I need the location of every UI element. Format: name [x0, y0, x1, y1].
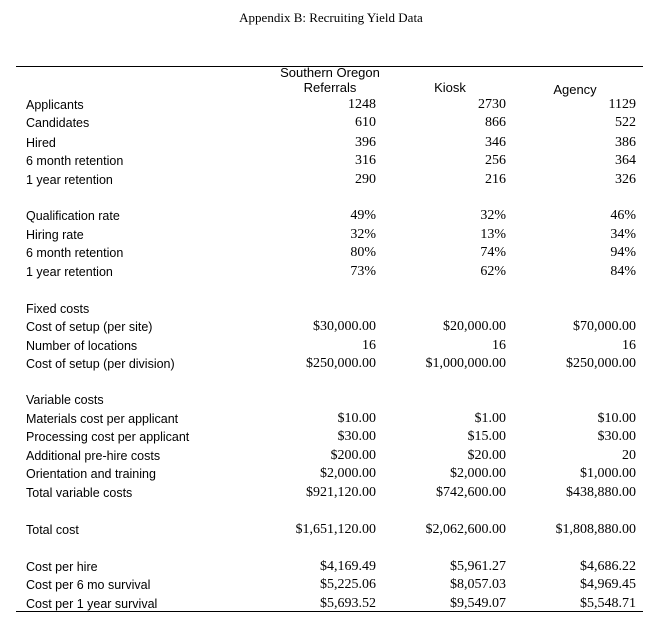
value-agency: 84% [610, 264, 636, 279]
value-kiosk: 62% [480, 264, 506, 279]
value-southern-oregon: 610 [355, 115, 376, 130]
value-kiosk: $1,000,000.00 [425, 356, 506, 371]
value-southern-oregon: $10.00 [337, 411, 376, 426]
column-header-line: Referrals [303, 80, 357, 95]
column-header-southern-oregon-referrals [270, 65, 390, 95]
row-label: Cost of setup (per site) [26, 320, 153, 334]
value-kiosk: 346 [485, 135, 506, 150]
value-southern-oregon: $250,000.00 [306, 356, 376, 371]
value-kiosk: 2730 [478, 97, 506, 112]
value-southern-oregon: $5,693.52 [320, 596, 376, 611]
value-kiosk: 256 [485, 153, 506, 168]
table-row [0, 337, 662, 355]
value-kiosk: 16 [492, 338, 506, 353]
value-agency: $4,969.45 [580, 577, 636, 592]
table-row [0, 134, 662, 152]
value-southern-oregon: 80% [350, 245, 376, 260]
row-label: 1 year retention [26, 265, 113, 279]
row-label: Hiring rate [26, 228, 84, 242]
table-row [0, 244, 662, 262]
value-agency: $30.00 [597, 429, 636, 444]
value-southern-oregon: 396 [355, 135, 376, 150]
row-label: Applicants [26, 98, 84, 112]
value-agency: 16 [622, 338, 636, 353]
row-label: Fixed costs [26, 302, 90, 316]
row-label: Cost of setup (per division) [26, 357, 175, 371]
value-agency: 94% [610, 245, 636, 260]
value-agency: 1129 [608, 97, 636, 112]
table-row [0, 152, 662, 170]
row-label: Total variable costs [26, 486, 133, 500]
value-agency: 522 [615, 115, 636, 130]
row-label: Number of locations [26, 339, 138, 353]
table-row [0, 484, 662, 502]
value-kiosk: $5,961.27 [450, 559, 506, 574]
table-row [0, 465, 662, 483]
row-label: Qualification rate [26, 209, 120, 223]
value-kiosk: 32% [480, 208, 506, 223]
row-label: Cost per 6 mo survival [26, 578, 151, 592]
value-southern-oregon: $200.00 [330, 448, 376, 463]
value-kiosk: 216 [485, 172, 506, 187]
value-agency: 364 [615, 153, 636, 168]
table-row [0, 300, 662, 318]
value-agency: $10.00 [597, 411, 636, 426]
value-kiosk: $8,057.03 [450, 577, 506, 592]
value-southern-oregon: $4,169.49 [320, 559, 376, 574]
value-kiosk: $2,000.00 [450, 466, 506, 481]
table-row [0, 558, 662, 576]
table-row [0, 207, 662, 225]
value-southern-oregon: $2,000.00 [320, 466, 376, 481]
value-kiosk: $742,600.00 [436, 485, 506, 500]
row-label: Processing cost per applicant [26, 430, 190, 444]
value-southern-oregon: 1248 [348, 97, 376, 112]
row-label: Candidates [26, 116, 90, 130]
value-kiosk: 74% [480, 245, 506, 260]
table-row [0, 447, 662, 465]
table-row [0, 410, 662, 428]
value-agency: 46% [610, 208, 636, 223]
row-label: Materials cost per applicant [26, 412, 179, 426]
value-agency: $438,880.00 [566, 485, 636, 500]
row-label: Orientation and training [26, 467, 156, 481]
value-agency: $250,000.00 [566, 356, 636, 371]
value-southern-oregon: 16 [362, 338, 376, 353]
value-kiosk: $20.00 [467, 448, 506, 463]
value-agency: $70,000.00 [573, 319, 636, 334]
table-row [0, 576, 662, 594]
value-kiosk: $9,549.07 [450, 596, 506, 611]
row-label: Cost per hire [26, 560, 98, 574]
page-title: Appendix B: Recruiting Yield Data [239, 10, 423, 25]
value-southern-oregon: 290 [355, 172, 376, 187]
value-agency: 34% [610, 227, 636, 242]
table-row [0, 263, 662, 281]
table-row [0, 428, 662, 446]
row-label: Total cost [26, 523, 79, 537]
value-southern-oregon: $30,000.00 [313, 319, 376, 334]
row-label: Variable costs [26, 393, 104, 407]
value-kiosk: $20,000.00 [443, 319, 506, 334]
value-agency: $5,548.71 [580, 596, 636, 611]
row-label: 1 year retention [26, 173, 113, 187]
table-row [0, 171, 662, 189]
table-row [0, 521, 662, 539]
value-southern-oregon: $1,651,120.00 [295, 522, 376, 537]
value-kiosk: $15.00 [467, 429, 506, 444]
row-label: Hired [26, 136, 56, 150]
value-agency: $4,686.22 [580, 559, 636, 574]
column-header-kiosk: Kiosk [434, 80, 466, 95]
value-agency: $1,000.00 [580, 466, 636, 481]
column-header-agency: Agency [553, 82, 597, 97]
table-row [0, 355, 662, 373]
table-row [0, 318, 662, 336]
value-kiosk: 866 [485, 115, 506, 130]
value-agency: 386 [615, 135, 636, 150]
row-label: Additional pre-hire costs [26, 449, 161, 463]
value-southern-oregon: 73% [350, 264, 376, 279]
value-kiosk: $1.00 [474, 411, 506, 426]
value-southern-oregon: 32% [350, 227, 376, 242]
value-southern-oregon: 49% [350, 208, 376, 223]
table-bottom-rule [16, 611, 643, 612]
row-label: 6 month retention [26, 246, 124, 260]
table-row [0, 96, 662, 114]
value-kiosk: $2,062,600.00 [425, 522, 506, 537]
value-agency: 326 [615, 172, 636, 187]
table-row [0, 114, 662, 132]
row-label: 6 month retention [26, 154, 124, 168]
value-agency: 20 [622, 448, 636, 463]
value-southern-oregon: $5,225.06 [320, 577, 376, 592]
value-kiosk: 13% [480, 227, 506, 242]
table-row [0, 391, 662, 409]
column-header-line: Southern Oregon [280, 65, 380, 80]
value-agency: $1,808,880.00 [555, 522, 636, 537]
value-southern-oregon: $30.00 [337, 429, 376, 444]
row-label: Cost per 1 year survival [26, 597, 158, 611]
value-southern-oregon: $921,120.00 [306, 485, 376, 500]
table-row [0, 226, 662, 244]
value-southern-oregon: 316 [355, 153, 376, 168]
